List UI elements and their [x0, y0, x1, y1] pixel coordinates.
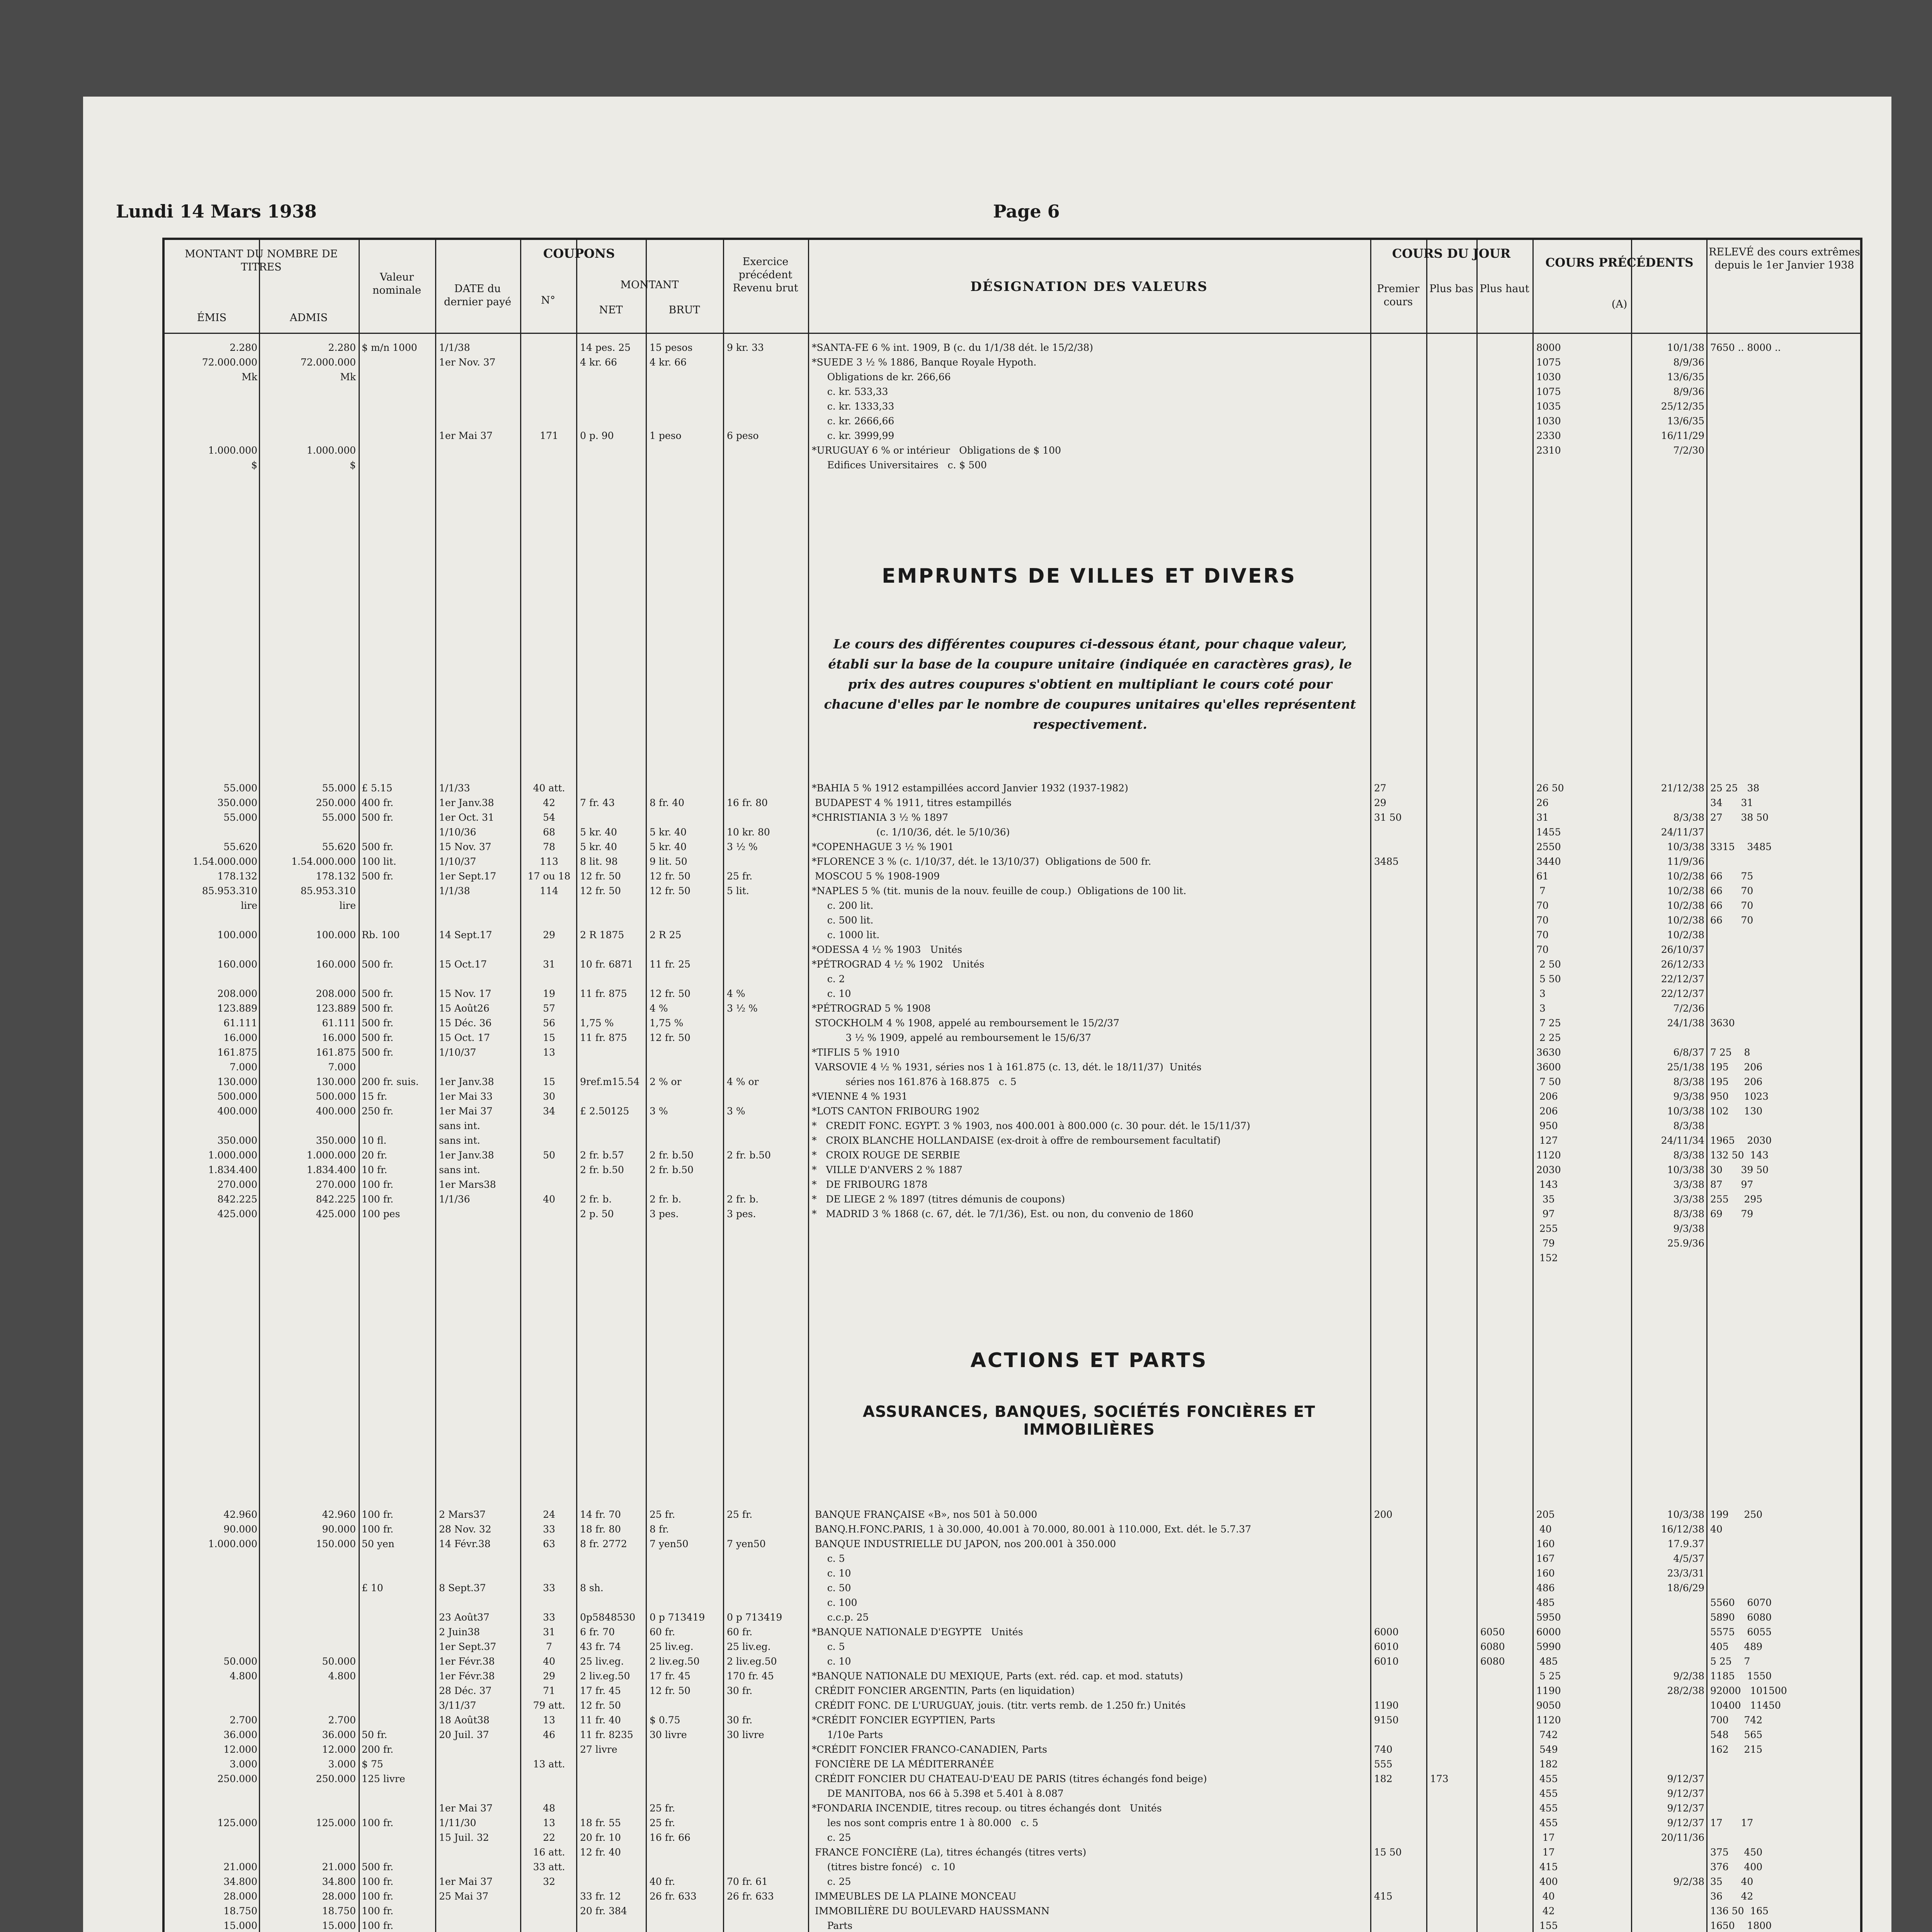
b3-brut: 25 fr. 8 fr. 7 yen50 0 p 713419 60 fr. 25 liv.eg. 2 liv.eg.50 17 fr. 45 12 fr. 50 $ 0.75 30 livre 25 fr. 25 fr. 16 fr. 66 40 fr. 26 fr. 633: [650, 1509, 705, 1902]
col-rule: [1706, 240, 1708, 1932]
b3-prec-date: 10/3/38 16/12/38 17.9.37 4/5/37 23/3/31 18/6/29 9/2/38 28/2/38 9/12/37 9/12/37 9/12/37 9/12/37 20/11/36 9/2/38: [1661, 1509, 1704, 1887]
header-designation: DÉSIGNATION DES VALEURS: [970, 279, 1208, 294]
b1-exercice: 9 kr. 33 6 peso: [727, 342, 764, 441]
col-rule: [1370, 240, 1371, 1932]
header-plus-bas: Plus bas: [1429, 283, 1473, 295]
header-rule: [165, 333, 1860, 334]
b3-prec: 205 40 160 167 160 486 485 5950 6000 5990 485 5 25 1190 9050 1120 742 549 182 455 455 455 455 17 17 415 400 40 42 155: [1536, 1509, 1561, 1931]
b3-exercice: 25 fr. 7 yen50 0 p 713419 60 fr. 25 liv.eg. 2 liv.eg.50 170 fr. 45 30 fr. 30 fr. 30 livre 70 fr. 61 26 fr. 633: [727, 1509, 782, 1902]
b3-designation: BANQUE FRANÇAISE «B», nos 501 à 50.000 BANQ.H.FONC.PARIS, 1 à 30.000, 40.001 à 70.000, 80.001 à 110.000, Ext. dét. le 5.7.37 BANQUE INDUSTRIELLE DU JAPON, nos 200.001 à 350.000 c. 5 c. 10 c. 50 c. 100 c.c.p. 25 *BANQUE NATIONALE D'EGYPTE Unités c. 5 c. 10 *BANQUE NATIONALE DU MEXIQUE, Parts (ext. réd. cap. et mod. statuts) CRÉDIT FONCIER ARGENTIN, Parts (en liquidation) CRÉDIT FONC. DE L'URUGUAY, jouis. (titr. verts remb. de 1.250 fr.) Unités *CRÉDIT FONCIER EGYPTIEN, Parts 1/10e Parts *CRÉDIT FONCIER FRANCO-CANADIEN, Parts FONCIÈRE DE LA MÉDITERRANÉE CRÉDIT FONCIER DU CHATEAU-D'EAU DE PARIS (titres échangés fond beige) DE MANITOBA, nos 66 à 5.398 et 5.401 à 8.087 *FONDARIA INCENDIE, titres recoup. ou titres échangés dont Unités les nos sont compris entre 1 à 80.000 c. 5 c. 25 FRANCE FONCIÈRE (La), titres échangés (titres verts) (titres bistre foncé) c. 10 c. 25 IMMEUBLES DE LA PLAINE MONCEAU IMMOBILIÈRE DU BOULEVARD HAUSSMANN Parts: [812, 1509, 1252, 1931]
page-number: Page 6: [993, 201, 1060, 222]
b2-designation: *BAHIA 5 % 1912 estampillées accord Janvier 1932 (1937-1982) BUDAPEST 4 % 1911, titres estampillés *CHRISTIANIA 3 ½ % 1897 (c. 1/10/36, dét. le 5/10/36) *COPENHAGUE 3 ½ % 1901 *FLORENCE 3 % (c. 1/10/37, dét. le 13/10/37) Obligations de 500 fr. MOSCOU 5 % 1908-1909 *NAPLES 5 % (tit. munis de la nouv. feuille de coup.) Obligations de 100 lit. c. 200 lit. c. 500 lit. c. 1000 lit. *ODESSA 4 ½ % 1903 Unités *PÉTROGRAD 4 ½ % 1902 Unités c. 2 c. 10 *PÉTROGRAD 5 % 1908 STOCKHOLM 4 % 1908, appelé au remboursement le 15/2/37 3 ½ % 1909, appelé au remboursement le 15/6/37 *TIFLIS 5 % 1910 VARSOVIE 4 ½ % 1931, séries nos 1 à 161.875 (c. 13, dét. le 18/11/37) Unités séries nos 161.876 à 168.875 c. 5 *VIENNE 4 % 1931 *LOTS CANTON FRIBOURG 1902 * CREDIT FONC. EGYPT. 3 % 1903, nos 400.001 à 800.000 (c. 30 pour. dét. le 15/11/37) * CROIX BLANCHE HOLLANDAISE (ex-droit à offre de remboursement facultatif) * CROIX ROUGE DE SERBIE * VILLE D'ANVERS 2 % 1887 * DE FRIBOURG 1878 * DE LIEGE 2 % 1897 (titres démunis de coupons) * MADRID 3 % 1868 (c. 67, dét. le 7/1/36), Est. ou non, du convenio de 1860: [812, 782, 1250, 1219]
col-rule: [576, 240, 577, 1932]
header-exercice: Exercice précédent Revenu brut: [733, 256, 798, 294]
b2-net: 7 fr. 43 5 kr. 40 5 kr. 40 8 lit. 98 12 fr. 50 12 fr. 50 2 R 1875 10 fr. 6871 11 fr. 875 1,75 % 11 fr. 875 9ref.m15.54 £ 2.50125 2 fr. b.57 2 fr. b.50 2 fr. b. 2 p. 50: [580, 797, 640, 1219]
b1-brut: 15 pesos 4 kr. 66 1 peso: [650, 342, 693, 441]
header-premier: Premier cours: [1377, 283, 1420, 308]
col-rule: [723, 240, 724, 1932]
b2-emis: 55.000 350.000 55.000 55.620 1.54.000.000 178.132 85.953.310 lire 100.000 160.000 208.000 123.889 61.111 16.000 161.875 7.000 130.000 500.000 400.000 350.000 1.000.000 1.834.400 270.000 842.225 425.000: [193, 782, 257, 1219]
page-date: Lundi 14 Mars 1938: [116, 201, 317, 222]
col-rule: [520, 240, 521, 1932]
b1-releve: 7650 .. 8000 ..: [1710, 342, 1781, 353]
col-rule: [435, 240, 436, 1932]
b3-valeur: 100 fr. 100 fr. 50 yen £ 10 50 fr. 200 fr. $ 75 125 livre 100 fr. 500 fr. 100 fr. 100 fr. 100 fr. 100 fr.: [362, 1509, 405, 1931]
header-montant-coupon: MONTANT: [620, 279, 679, 291]
col-rule: [359, 240, 360, 1932]
col-rule: [259, 240, 260, 1932]
header-cours-precedents: COURS PRÉCÉDENTS: [1545, 256, 1694, 270]
col-rule: [646, 240, 647, 1932]
b3-date: 2 Mars37 28 Nov. 32 14 Févr.38 8 Sept.37 23 Août37 2 Juin38 1er Sept.37 1er Févr.38 1er Févr.38 28 Déc. 37 3/11/37 18 Août38 20 Juil. 37 1er Mai 37 1/11/30 15 Juil. 32 1er Mai 37 25 Mai 37: [439, 1509, 497, 1902]
header-cours-precedents-note: (A): [1611, 298, 1628, 310]
section-emprunts: EMPRUNTS DE VILLES ET DIVERS: [882, 565, 1296, 588]
b3-bas: 173: [1430, 1773, 1449, 1784]
section-assurances: ASSURANCES, BANQUES, SOCIÉTÉS FONCIÈRES ET IMMOBILIÈRES: [862, 1403, 1316, 1439]
header-montant: MONTANT DU NOMBRE DE TITRES: [185, 248, 338, 273]
b3-admis: 42.960 90.000 150.000 50.000 4.800 2.700 36.000 12.000 3.000 250.000 125.000 21.000 34.800 28.000 18.750 15.000: [316, 1509, 356, 1931]
header-coupons: COUPONS: [543, 246, 615, 261]
b2-cours: 27 29 31 50 3485: [1374, 782, 1402, 867]
header-admis: ADMIS: [290, 312, 328, 324]
b2-admis: 55.000 250.000 55.000 55.620 1.54.000.000 178.132 85.953.310 lire 100.000 160.000 208.000 123.889 61.111 16.000 161.875 7.000 130.000 500.000 400.000 350.000 1.000.000 1.834.400 270.000 842.225 425.000: [291, 782, 356, 1219]
b3-cours: 200 6000 6010 6010 1190 9150 740 555 182 15 50 415: [1374, 1509, 1402, 1902]
section-emprunts-note: Le cours des différentes coupures ci-dessous étant, pour chaque valeur, établi sur la base de la coupure unitaire (indiquée en caractères gras), le prix des autres coupures s'obtient en multipliant le cours coté pour chacune d'elles par le nombre de coupures unitaires qu'elles représentent respectivement.: [824, 636, 1356, 732]
b2-date: 1/1/33 1er Janv.38 1er Oct. 31 1/10/36 15 Nov. 37 1/10/37 1er Sept.17 1/1/38 14 Sept.17 15 Oct.17 15 Nov. 17 15 Août26 15 Déc. 36 15 Oct. 17 1/10/37 1er Janv.38 1er Mai 33 1er Mai 37 sans int. sans int. 1er Janv.38 sans int. 1er Mars38 1/1/36: [439, 782, 497, 1205]
b2-prec-date: 21/12/38 8/3/38 24/11/37 10/3/38 11/9/36 10/2/38 10/2/38 10/2/38 10/2/38 10/2/38 26/10/37 26/12/33 22/12/37 22/12/37 7/2/36 24/1/38 6/8/37 25/1/38 8/3/38 9/3/38 10/3/38 8/3/38 24/11/34 8/3/38 10/3/38 3/3/38 3/3/38 8/3/38 9/3/38 25.9/36: [1661, 782, 1704, 1249]
b1-date: 1/1/38 1er Nov. 37 1er Mai 37: [439, 342, 496, 441]
b3-net: 14 fr. 70 18 fr. 80 8 fr. 2772 8 sh. 0p5848530 6 fr. 70 43 fr. 74 25 liv.eg. 2 liv.eg.50 17 fr. 45 12 fr. 50 11 fr. 40 11 fr. 8235 27 livre 18 fr. 55 20 fr. 10 12 fr. 40 33 fr. 12 20 fr. 384: [580, 1509, 636, 1917]
b2-num: 40 att. 42 54 68 78 113 17 ou 18 114 29 31 19 57 56 15 13 15 30 34 50 40: [527, 782, 571, 1205]
header-emis: ÉMIS: [197, 312, 227, 324]
header-cours-jour: COURS DU JOUR: [1392, 246, 1511, 261]
section-actions: ACTIONS ET PARTS: [970, 1349, 1208, 1372]
page-headline: [116, 201, 1874, 228]
header-net: NET: [599, 304, 623, 316]
b1-emis: 2.280 72.000.000 Mk 1.000.000 $: [202, 342, 257, 471]
header-numero: N°: [541, 294, 556, 306]
header-releve: RELEVÉ des cours extrêmes depuis le 1er Janvier 1938: [1709, 246, 1860, 271]
b2-valeur: £ 5.15 400 fr. 500 fr. 500 fr. 100 lit. 500 fr. Rb. 100 500 fr. 500 fr. 500 fr. 500 fr. 500 fr. 500 fr. 200 fr. suis. 15 fr. 250 fr. 10 fl. 20 fr. 10 fr. 100 fr. 100 fr. 100 pes: [362, 782, 419, 1219]
b1-admis: 2.280 72.000.000 Mk 1.000.000 $: [300, 342, 356, 471]
b3-haut: 6050 6080 6080: [1480, 1626, 1505, 1667]
b1-prec: 8000 1075 1030 1075 1035 1030 2330 2310: [1536, 342, 1561, 456]
b3-emis: 42.960 90.000 1.000.000 50.000 4.800 2.700 36.000 12.000 3.000 250.000 125.000 21.000 34.800 28.000 18.750 15.000: [208, 1509, 257, 1931]
b1-net: 14 pes. 25 4 kr. 66 0 p. 90: [580, 342, 631, 441]
col-rule: [808, 240, 809, 1932]
b2-exercice: 16 fr. 80 10 kr. 80 3 ½ % 25 fr. 5 lit. 4 % 3 ½ % 4 % or 3 % 2 fr. b.50 2 fr. b. 3 pes.: [727, 797, 771, 1219]
header-brut: BRUT: [668, 304, 700, 316]
b1-num: 171: [540, 430, 558, 441]
b2-releve: 25 25 38 34 31 27 38 50 3315 3485 66 75 66 70 66 70 66 70 3630 7 25 8 195 206 195 206 950 1023 102 130 1965 2030 132 50 143 30 39 50 87 97 255 295 69 79: [1710, 782, 1772, 1219]
header-plus-haut: Plus haut: [1480, 283, 1529, 295]
b1-valeur: $ m/n 1000: [362, 342, 417, 353]
col-rule: [1476, 240, 1478, 1932]
b3-releve: 199 250 40 5560 6070 5890 6080 5575 6055 405 489 5 25 7 1185 1550 92000 101500 10400 11450 700 742 548 565 162 215 17 17 375 450 376 400 35 40 36 42 136 50 165 1650 1800: [1710, 1509, 1787, 1931]
col-rule: [1426, 240, 1427, 1932]
b2-prec: 26 50 26 31 1455 2550 3440 61 7 70 70 70 70 2 50 5 50 3 3 7 25 2 25 3630 3600 7 50 206 206 950 127 1120 2030 143 35 97 255 79 152: [1536, 782, 1564, 1264]
col-rule: [1532, 240, 1534, 1932]
header-valeur: Valeur nominale: [372, 271, 421, 296]
b1-designation: *SANTA-FE 6 % int. 1909, B (c. du 1/1/38 dét. le 15/2/38) *SUEDE 3 ½ % 1886, Banque Royale Hypoth. Obligations de kr. 266,66 c. kr. 533,33 c. kr. 1333,33 c. kr. 2666,66 c. kr. 3999,99 *URUGUAY 6 % or intérieur Obligations de $ 100 Edifices Universitaires c. $ 500: [812, 342, 1094, 471]
b1-prec-date: 10/1/38 8/9/36 13/6/35 8/9/36 25/12/35 13/6/35 16/11/29 7/2/30: [1661, 342, 1704, 456]
b3-num: 24 33 63 33 33 31 7 40 29 71 79 att. 13 46 13 att. 48 13 22 16 att. 33 att. 32: [533, 1509, 565, 1887]
stock-table: [162, 238, 1862, 1932]
b2-brut: 8 fr. 40 5 kr. 40 5 kr. 40 9 lit. 50 12 fr. 50 12 fr. 50 2 R 25 11 fr. 25 12 fr. 50 4 % 1,75 % 12 fr. 50 2 % or 3 % 2 fr. b.50 2 fr. b.50 2 fr. b. 3 pes.: [650, 797, 694, 1219]
header-date-dernier: DATE du dernier payé: [444, 283, 512, 308]
